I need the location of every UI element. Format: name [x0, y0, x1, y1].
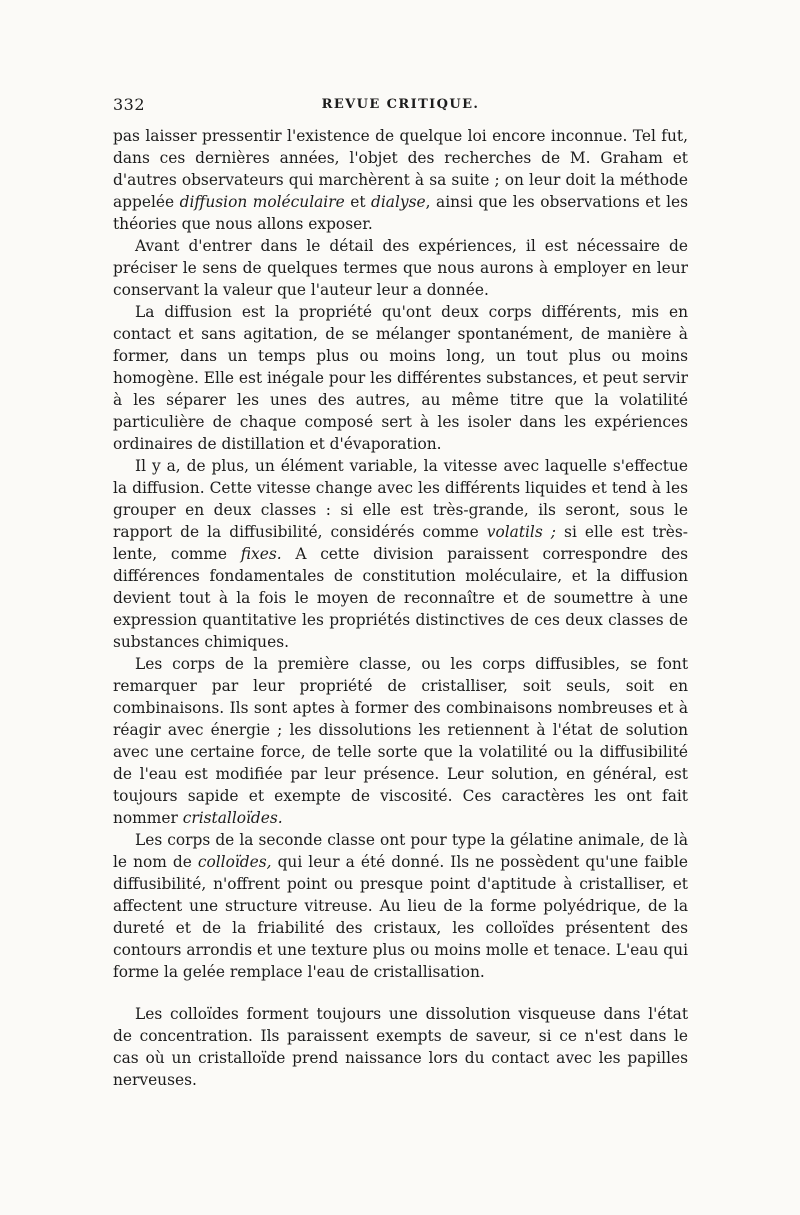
paragraph-6: Les corps de la seconde classe ont pour type la gélatine animale, de là le nom de colloïdes, qui leur a été donné. Ils ne possèdent qu'une faible diffusibilité, n'offrent point ou presque point d'aptitude à cristalliser, et affectent une structure vitreuse. Au lieu de la forme polyédrique, de la dureté et de la friabilité des cristaux, les colloïdes présentent des contours arrondis et une texture plus ou moins molle et tenace. L'eau qui forme la gelée remplace l'eau de cristallisation. — [113, 831, 688, 981]
paragraph-5: Les corps de la première classe, ou les corps diffusibles, se font remarquer par leur propriété de cristalliser, soit seuls, soit en combinaisons. Ils sont aptes à former des combinaisons nombreuses et à réagir avec énergie ; les dissolutions les retiennent à l'état de solution avec une certaine force, de telle sorte que la volatilité ou la diffusibilité de l'eau est modifiée par leur présence. Leur solution, en général, est toujours sapide et exempte de viscosité. Ces caractères les ont fait nommer cristalloïdes. — [113, 655, 688, 827]
paragraph-2: Avant d'entrer dans le détail des expériences, il est nécessaire de préciser le sens de quelques termes que nous aurons à employer en leur conservant la valeur que l'auteur leur a donnée. — [113, 237, 688, 299]
section-gap — [113, 983, 688, 1003]
paragraph-7: Les colloïdes forment toujours une dissolution visqueuse dans l'état de concentration. Ils paraissent exempts de saveur, si ce n'est dans le cas où un cristalloïde prend naissance lors du contact avec les papilles nerveuses. — [113, 1005, 688, 1089]
page-number: 332 — [113, 95, 146, 114]
page-header — [113, 95, 688, 121]
paragraph-3: La diffusion est la propriété qu'ont deux corps différents, mis en contact et sans agitation, de se mélanger spontanément, de manière à former, dans un temps plus ou moins long, un tout plus ou moins homogène. Elle est inégale pour les différentes substances, et peut servir à les séparer les unes des autres, au même titre que la volatilité particulière de chaque composé sert à les isoler dans les expériences ordinaires de distillation et d'évaporation. — [113, 303, 688, 453]
paragraph-4: Il y a, de plus, un élément variable, la vitesse avec laquelle s'effectue la diffusion. Cette vitesse change avec les différents liquides et tend à les grouper en deux classes : si elle est très-grande, ils seront, sous le rapport de la diffusibilité, considérés comme volatils ; si elle est très-lente, comme fixes. A cette division paraissent correspondre des différences fondamentales de constitution moléculaire, et la diffusion devient tout à la fois le moyen de reconnaître et de soumettre à une expression quantitative les propriétés distinctives de ces deux classes de substances chimiques. — [113, 457, 689, 651]
book-page — [113, 95, 688, 1091]
paragraph-1: pas laisser pressentir l'existence de quelque loi encore inconnue. Tel fut, dans ces dernières années, l'objet des recherches de M. Graham et d'autres observateurs qui marchèrent à sa suite ; on leur doit la méthode appelée diffusion moléculaire et dialyse, ainsi que les observations et les théories que nous allons exposer. — [113, 127, 689, 233]
running-head: REVUE CRITIQUE. — [321, 97, 480, 112]
body-text — [113, 125, 688, 1091]
